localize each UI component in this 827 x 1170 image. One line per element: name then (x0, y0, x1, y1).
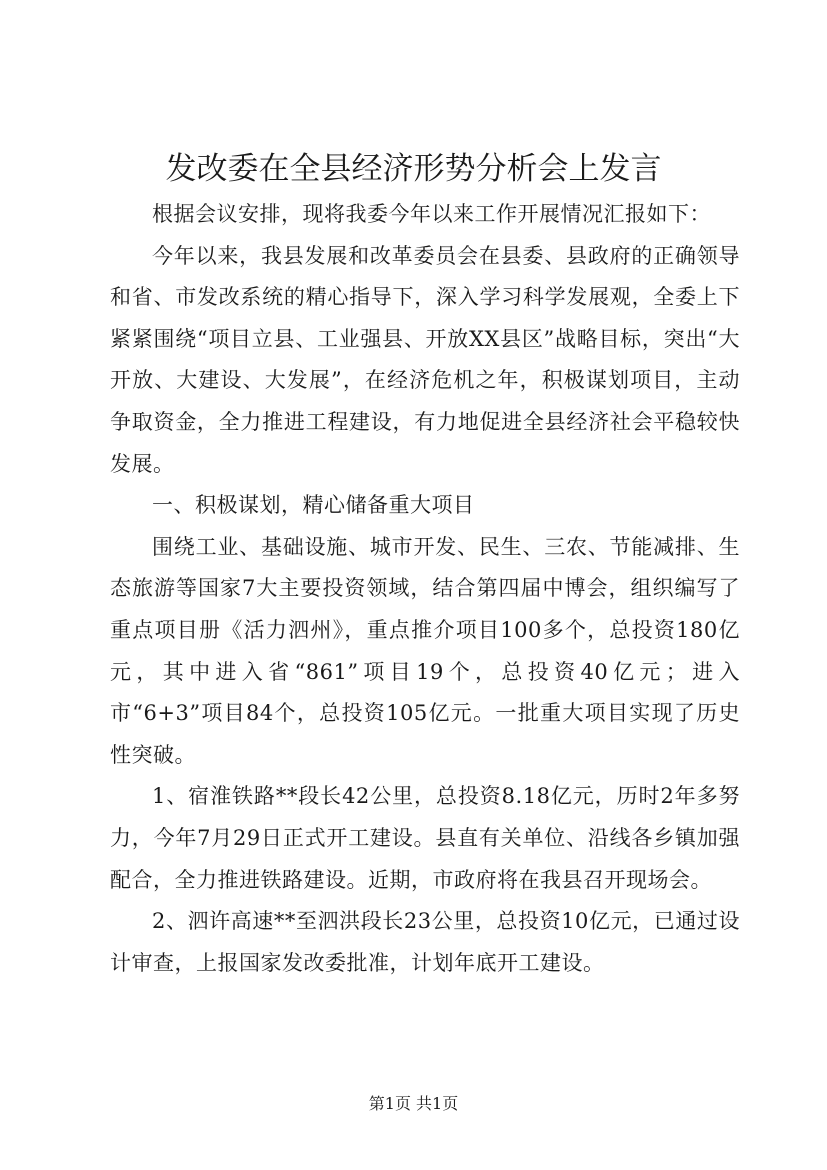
paragraph-item-1: 1、宿淮铁路**段长42公里，总投资8.18亿元，历时2年多努力，今年7月29日正式开工建设。县直有关单位、沿线各乡镇加强配合，全力推进铁路建设。近期，市政府将在我县召开现场会。 (110, 784, 740, 892)
paragraph-item-2: 2、泗许高速**至泗洪段长23公里，总投资10亿元，已通过设计审查，上报国家发改委批准，计划年底开工建设。 (110, 909, 740, 975)
paragraph-investment-areas: 围绕工业、基础设施、城市开发、民生、三农、节能减排、生态旅游等国家7大主要投资领域，结合第四届中博会，组织编写了重点项目册《活力泗州》，重点推介项目100多个，总投资180亿元，其中进入省“861”项目19个，总投资40亿元；进入市“6+3”项目84个，总投资105亿元。一批重大项目实现了历史性突破。 (110, 534, 740, 767)
paragraph-intro: 根据会议安排，现将我委今年以来工作开展情况汇报如下： (152, 202, 711, 226)
page-number-footer: 第1页 共1页 (368, 1094, 459, 1113)
document-title: 发改委在全县经济形势分析会上发言 (165, 151, 662, 187)
document-body (110, 194, 740, 984)
section-heading-1: 一、积极谋划，精心储备重大项目 (152, 493, 475, 518)
paragraph-overview: 今年以来，我县发展和改革委员会在县委、县政府的正确领导和省、市发改系统的精心指导下，深入学习科学发展观，全委上下紧紧围绕“项目立县、工业强县、开放XX县区”战略目标，突出“大开放、大建设、大发展”，在经济危机之年，积极谋划项目，主动争取资金，全力推进工程建设，有力地促进全县经济社会平稳较快发展。 (110, 243, 740, 476)
